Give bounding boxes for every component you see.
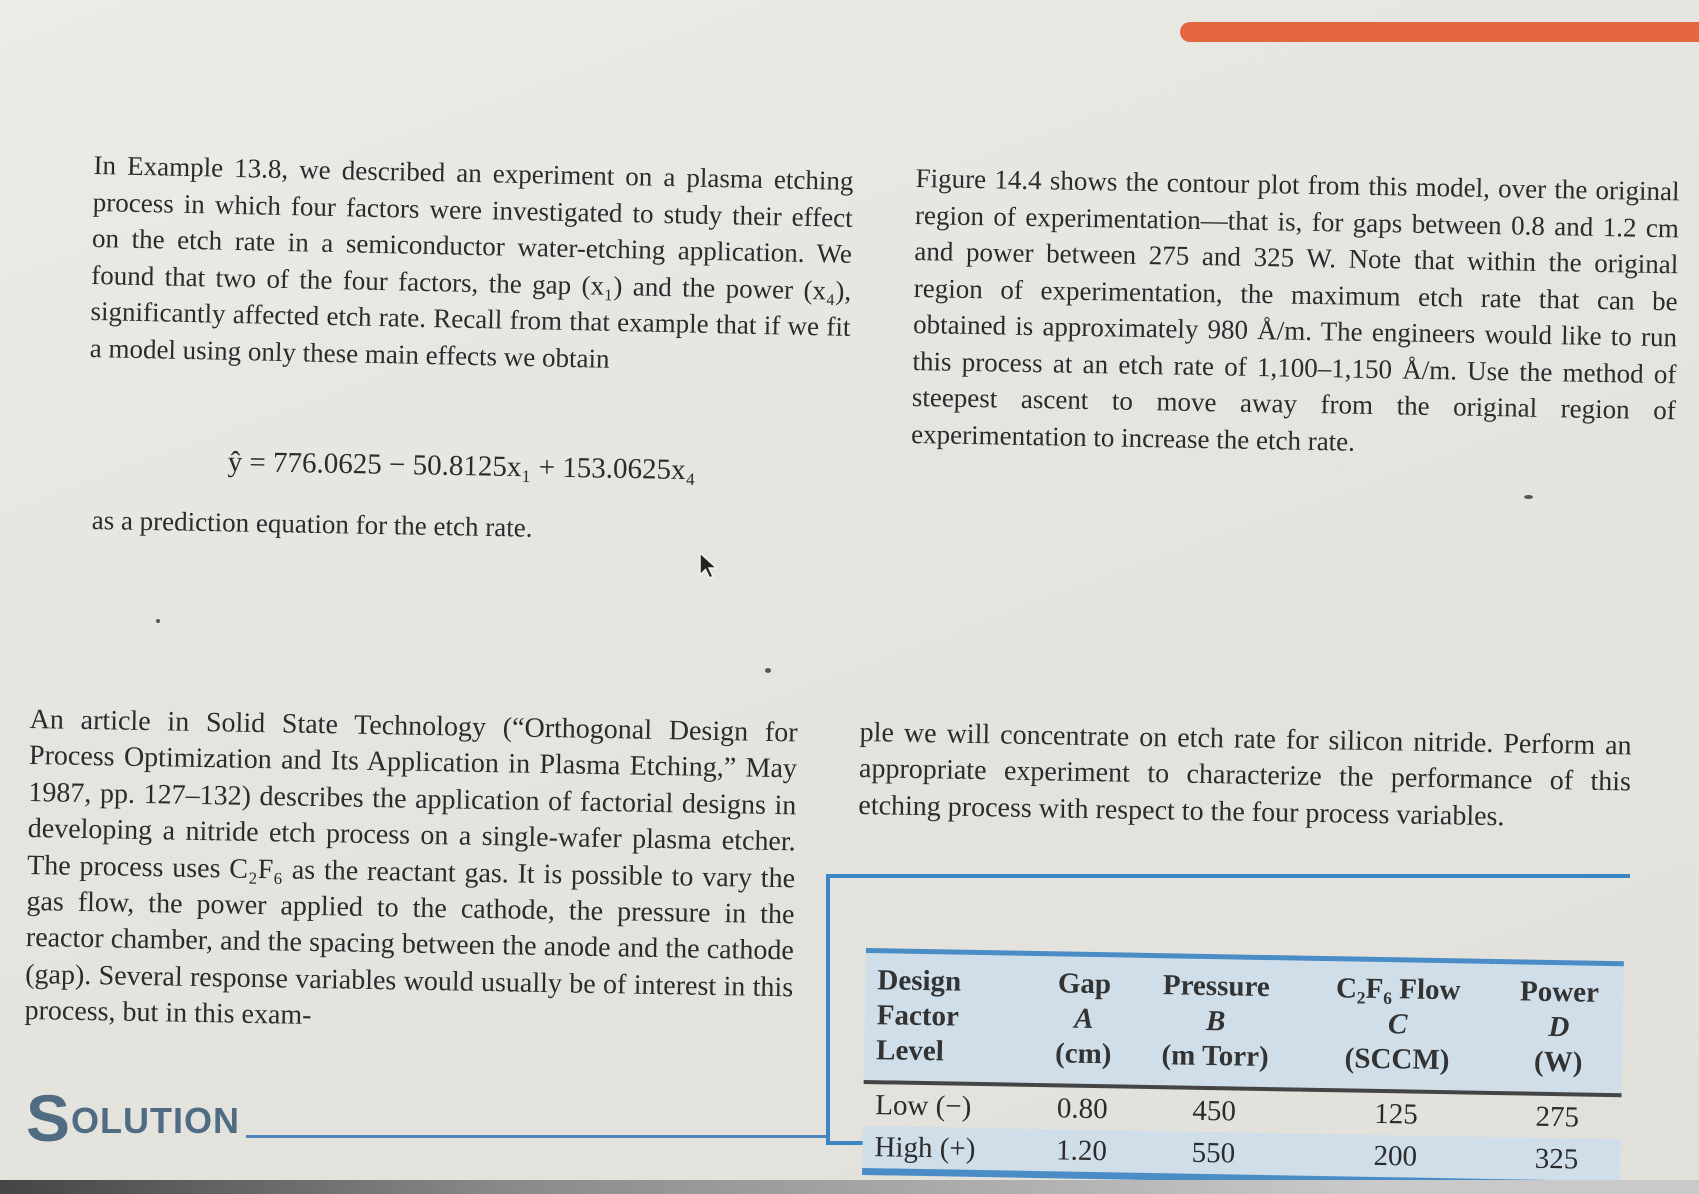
design-factor-table	[862, 948, 1624, 1188]
table-cell: Low (−)	[874, 1089, 972, 1123]
table-cell: 125	[1374, 1097, 1419, 1131]
table-cell: 275	[1535, 1100, 1580, 1134]
mouse-pointer-icon	[698, 551, 720, 581]
example-paragraph-1-tail: as a prediction equation for the etch rate.	[91, 505, 533, 543]
header-pressure: Pressure B (m Torr)	[1130, 955, 1301, 1089]
dust-speck	[156, 619, 160, 623]
table-bracket-side-rule	[826, 874, 830, 1144]
exercise-paragraph-1: An article in Solid State Technology (“Orthogonal Design for Process Optimization and Its Application in Plasma Etching,” May 1987, pp. 127–132) describes the application of factorial designs in developing a nitride etch process on a single-wafer plasma etcher. The process uses C₂F₆ as the reactant gas. It is possible to vary the gas flow, the power applied to the cathode, the pressure in the reactor chamber, and the spacing between the anode and the cathode (gap). Several response variables would usually be of interest in this process, but in this exam-	[24, 703, 798, 1032]
table-header-row	[864, 950, 1624, 1095]
header-c2f6-flow: C₂F₆ Flow C (SCCM)	[1299, 958, 1496, 1093]
table-cell: 200	[1298, 1134, 1493, 1183]
table-cell: 1.20	[1034, 1129, 1129, 1176]
solution-underline	[246, 1135, 826, 1138]
prediction-equation: ŷ = 776.0625 − 50.8125x₁ + 153.0625x₄	[227, 446, 696, 487]
orange-header-bar	[1180, 22, 1699, 42]
header-power: Power D (W)	[1494, 961, 1624, 1095]
dust-speck	[765, 668, 771, 673]
header-design-factor-level: Design Factor Level	[864, 950, 1038, 1084]
exercise-paragraph-2: ple we will concentrate on etch rate for silicon nitride. Perform an appropriate experiment to characterize the performance of this etching process with respect to the four process variables.	[858, 716, 1632, 833]
dust-speck	[1524, 495, 1533, 499]
table-cell: 0.80	[1056, 1092, 1108, 1126]
table-cell: High (+)	[862, 1126, 1035, 1174]
screen-bottom-edge	[0, 1180, 1699, 1194]
example-paragraph-1: In Example 13.8, we described an experiment on a plasma etching process in which four factors were investigated to study their effect on the etch rate in a semiconductor water-etching application. We found that two of the four factors, the gap (x₁) and the power (x₄), significantly affected etch rate. Recall from that example that if we fit a model using only these main effects we obtain	[89, 149, 854, 374]
table-cell: 550	[1128, 1131, 1298, 1179]
table-bracket-top-rule	[830, 874, 1630, 878]
header-gap: Gap A (cm)	[1035, 953, 1132, 1086]
table-cell: 450	[1192, 1094, 1237, 1128]
solution-initial: S	[26, 1081, 72, 1155]
solution-heading	[26, 1080, 240, 1156]
table-cell: 325	[1492, 1137, 1621, 1185]
example-paragraph-2: Figure 14.4 shows the contour plot from this model, over the original region of experimentation—that is, for gaps between 0.8 and 1.2 cm and power between 275 and 325 W. Note that within the original region of experimentation, the maximum etch rate that can be obtained is approximately 980 Å/m. The engineers would like to run this process at an etch rate of 1,100–1,150 Å/m. Use the method of steepest ascent to move away from the original region of experimentation to increase the etch rate.	[910, 162, 1680, 457]
solution-rest: OLUTION	[71, 1100, 241, 1141]
